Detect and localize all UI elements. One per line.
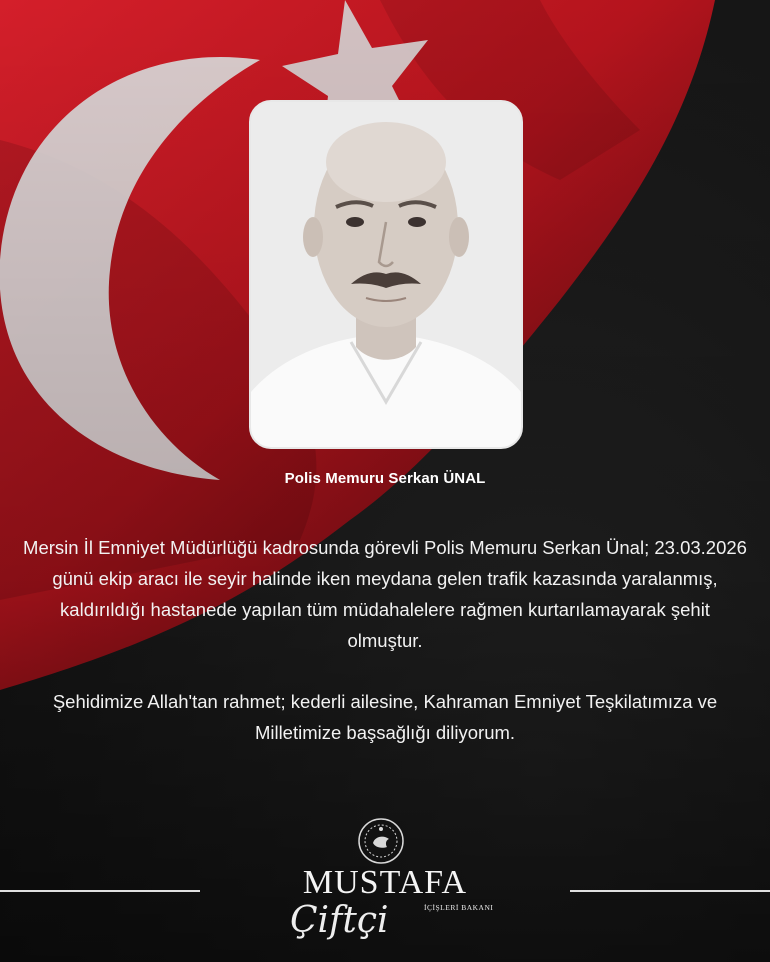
signature-script-text: Çiftçi bbox=[290, 900, 389, 941]
portrait-photo bbox=[249, 100, 523, 449]
message-text bbox=[20, 532, 750, 748]
message-paragraph-2: Şehidimize Allah'tan rahmet; kederli ailesine, Kahraman Emniyet Teşkilatımıza ve Milletimize başsağlığı diliyorum. bbox=[52, 691, 718, 743]
message-paragraph-1: Mersin İl Emniyet Müdürlüğü kadrosunda görevli Polis Memuru Serkan Ünal; 23.03.2026 günü ekip aracı ile seyir halinde iken meydana gelen trafik kazasında yaralanmış, kaldırıldığı hastanede yapılan tüm müdahalelere rağmen kurtarılamayarak şehit olmuştur. bbox=[23, 537, 747, 651]
signature-title: İÇİŞLERİ BAKANI bbox=[424, 903, 494, 912]
portrait-photo-icon bbox=[251, 102, 521, 447]
signature-script bbox=[284, 884, 424, 954]
name-caption: Polis Memuru Serkan ÜNAL bbox=[284, 470, 486, 487]
signature-name: MUSTAFA bbox=[302, 864, 468, 901]
ministry-emblem-icon bbox=[356, 816, 406, 866]
